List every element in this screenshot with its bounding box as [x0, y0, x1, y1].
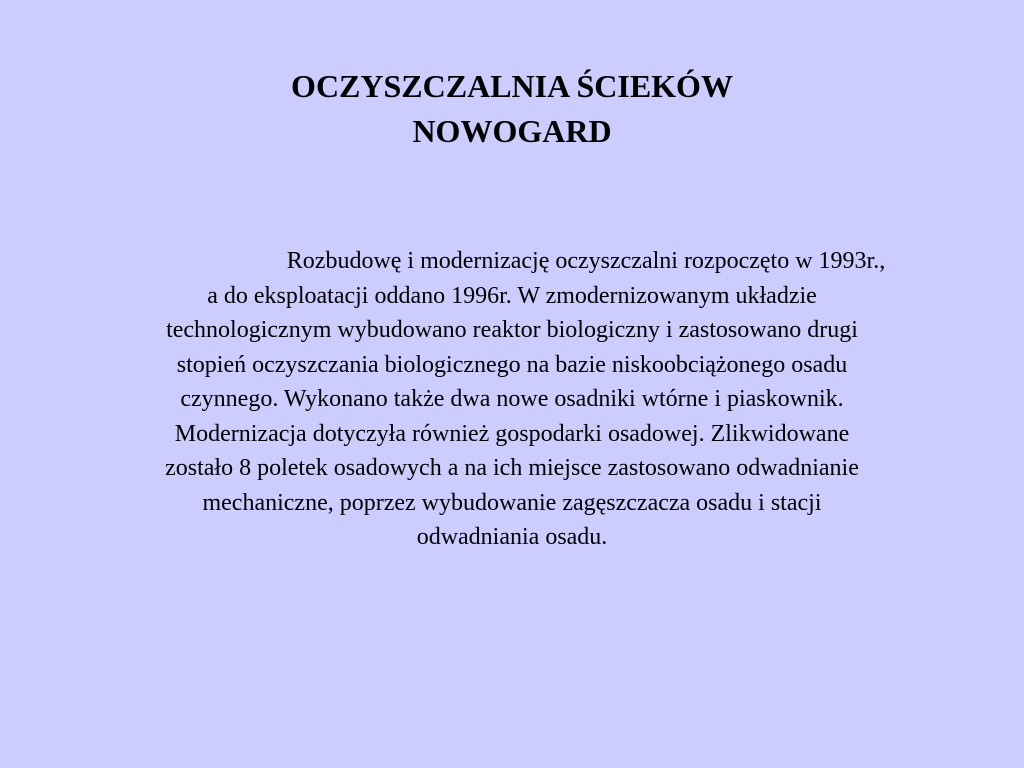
paragraph-line: Rozbudowę i modernizację oczyszczalni rozpoczęto w 1993r.,: [286, 248, 886, 274]
paragraph-line: czynnego. Wykonano także dwa nowe osadniki wtórne i piaskownik.: [180, 386, 844, 412]
paragraph-line: zostało 8 poletek osadowych a na ich miejsce zastosowano odwadnianie: [165, 455, 859, 481]
paragraph-line: technologicznym wybudowano reaktor biologiczny i zastosowano drugi: [166, 317, 858, 343]
paragraph-line: a do eksploatacji oddano 1996r. W zmodernizowanym układzie: [207, 282, 817, 309]
slide-title-line-2: NOWOGARD: [412, 113, 612, 149]
paragraph-line: Modernizacja dotyczyła również gospodarki osadowej. Zlikwidowane: [174, 420, 850, 447]
paragraph-line: mechaniczne, poprzez wybudowanie zagęszczacza osadu i stacji: [202, 489, 822, 516]
paragraph-line: stopień oczyszczania biologicznego na bazie niskoobciążonego osadu: [176, 351, 848, 378]
paragraph-line: odwadniania osadu.: [416, 524, 608, 550]
slide-paragraph: [92, 244, 932, 555]
slide-title: [0, 64, 1024, 154]
slide-title-line-1: OCZYSZCZALNIA ŚCIEKÓW: [291, 68, 733, 104]
